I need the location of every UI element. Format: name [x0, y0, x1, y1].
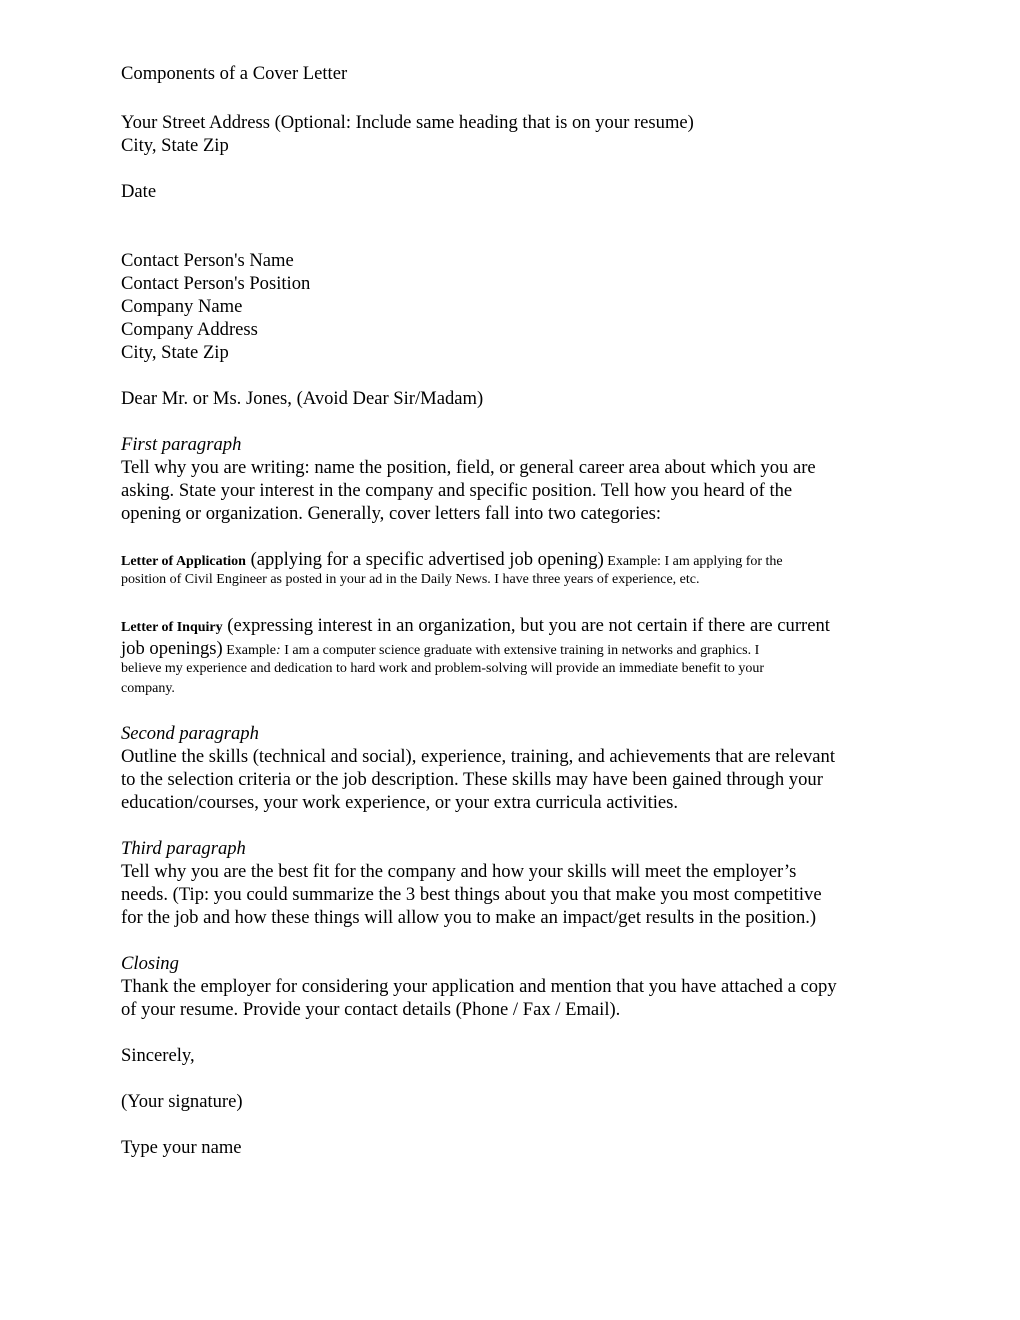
application-description: (applying for a specific advertised job opening)	[245, 549, 604, 570]
first-paragraph-line: opening or organization. Generally, cover letters fall into two categories:	[121, 503, 662, 524]
recipient-city: City, State Zip	[121, 342, 229, 363]
signature-placeholder: (Your signature)	[121, 1091, 243, 1112]
inquiry-line-1	[121, 614, 830, 639]
third-paragraph-line: Tell why you are the best fit for the company and how your skills will meet the employer’s	[121, 861, 797, 882]
signoff: Sincerely,	[121, 1045, 195, 1066]
third-paragraph-line: needs. (Tip: you could summarize the 3 best things about you that make you most competitive	[121, 884, 822, 905]
recipient-address: Company Address	[121, 319, 258, 340]
inquiry-label: Letter of Inquiry	[121, 620, 223, 635]
recipient-company: Company Name	[121, 296, 243, 317]
second-paragraph-line: Outline the skills (technical and social), experience, training, and achievements that are relevant	[121, 746, 836, 767]
first-paragraph-line: asking. State your interest in the company and specific position. Tell how you heard of the	[121, 480, 793, 501]
application-example-text: I am applying for the	[660, 554, 783, 569]
third-paragraph-heading: Third paragraph	[121, 838, 246, 859]
date-line: Date	[121, 181, 157, 202]
first-paragraph-line: Tell why you are writing: name the position, field, or general career area about which you are	[121, 457, 816, 478]
salutation: Dear Mr. or Ms. Jones, (Avoid Dear Sir/Madam)	[121, 388, 484, 409]
inquiry-example-label: Example	[222, 643, 277, 658]
second-paragraph-line: education/courses, your work experience, or your extra curricula activities.	[121, 792, 679, 813]
typed-name: Type your name	[121, 1137, 242, 1158]
closing-line: Thank the employer for considering your application and mention that you have attached a copy	[121, 976, 837, 997]
sender-address-line: Your Street Address (Optional: Include same heading that is on your resume)	[121, 112, 694, 133]
recipient-name: Contact Person's Name	[121, 250, 294, 271]
inquiry-example-colon: :	[276, 643, 281, 658]
closing-heading: Closing	[121, 953, 179, 974]
third-paragraph-line: for the job and how these things will allow you to make an impact/get results in the position.)	[121, 907, 817, 928]
document-title: Components of a Cover Letter	[121, 63, 348, 84]
inquiry-description: (expressing interest in an organization, but you are not certain if there are current	[222, 615, 830, 636]
application-example-label: Example:	[603, 554, 661, 569]
application-label: Letter of Application	[121, 554, 246, 569]
application-line-2: position of Civil Engineer as posted in your ad in the Daily News. I have three years of experience, etc.	[121, 572, 700, 587]
second-paragraph-heading: Second paragraph	[121, 723, 259, 744]
inquiry-description-cont: job openings)	[121, 638, 223, 659]
second-paragraph-line: to the selection criteria or the job description. These skills may have been gained through your	[121, 769, 823, 790]
closing-line: of your resume. Provide your contact details (Phone / Fax / Email).	[121, 999, 621, 1020]
first-paragraph-heading: First paragraph	[121, 434, 242, 455]
inquiry-line-3: believe my experience and dedication to hard work and problem-solving will provide an immediate benefit to your	[121, 661, 765, 676]
inquiry-example-text: I am a computer science graduate with extensive training in networks and graphics. I	[280, 643, 760, 658]
recipient-position: Contact Person's Position	[121, 273, 311, 294]
inquiry-line-4: company.	[121, 681, 175, 696]
sender-city-line: City, State Zip	[121, 135, 229, 156]
